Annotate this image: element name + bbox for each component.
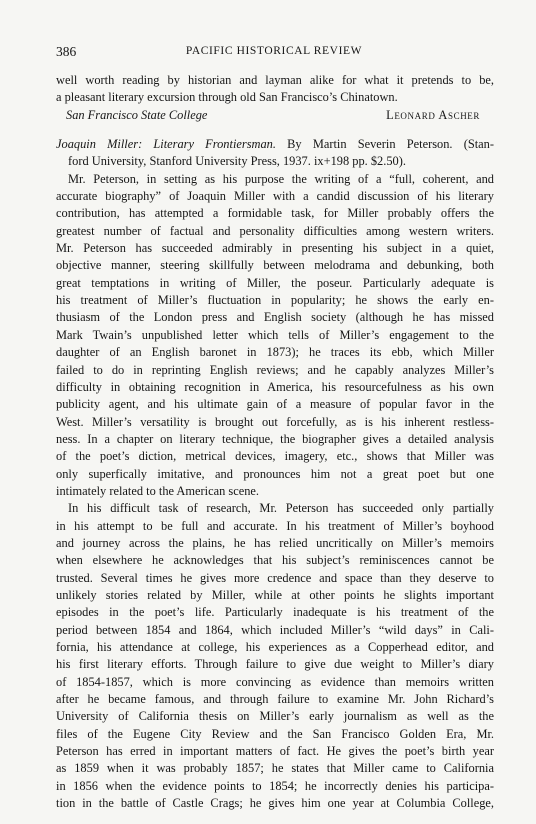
text-line: failed to do in reprinting English reviews; and he capably analyzes Miller’s (56, 362, 494, 377)
text-line: after he became famous, and through failure to examine Mr. John Richard’s (56, 692, 494, 707)
text-line: well worth reading by historian and layman alike for what it pretends to be, (56, 73, 494, 87)
text-line: contribution, has attempted a formidable task, for Miller probably offers the (56, 206, 494, 221)
text-line: tion in the battle of Castle Crags; he gives him one year at Columbia College, (56, 796, 494, 811)
text-line: a pleasant literary excursion through old San Francisco’s Chinatown. (56, 90, 398, 105)
page-number: 386 (56, 44, 77, 59)
text-line: and journey across the plains, he has relied uncritically on Miller’s memoirs (56, 535, 494, 550)
text-line: great temptations in writing of Miller, the poseur. Particularly adequate is (56, 275, 494, 290)
text-line: as 1859 when it was probably 1857; he states that Miller came to California (56, 761, 494, 776)
text-line: difficulty in obtaining recognition in America, his resourcefulness as his own (56, 379, 494, 394)
text-line: files of the Eugene City Review and the San Francisco Golden Era, Mr. (56, 726, 494, 741)
text-line: of the poet’s diction, metrical devices, imagery, etc., shows that Miller was (56, 449, 494, 464)
book-title: Joaquin Miller: Literary Frontiersman. (56, 137, 276, 152)
reviewer-name: Leonard Ascher (386, 107, 480, 122)
text-line: Peterson has erred in important matters of fact. He gives the poet’s birth year (56, 744, 494, 759)
text-line: in his attempt to be full and accurate. In his treatment of Miller’s boyhood (56, 518, 494, 533)
text-line: of 1854-1857, which is more convincing as evidence than memoirs written (56, 674, 494, 689)
running-head (56, 44, 492, 64)
text-line: Mr. Peterson has succeeded admirably in presenting his subject in a quiet, (56, 241, 494, 256)
text-line: period between 1854 and 1864, which included Miller’s “wild days” in Cali- (56, 622, 494, 637)
text-line: fornia, his attendance at college, his experiences as a Copperhead editor, and (56, 640, 494, 654)
book-citation-line: Joaquin Miller: Literary Frontiersman. By Martin Severin Peterson. (Stan- (56, 137, 494, 152)
text-line: accurate biography” of Joaquin Miller with a candid discussion of his literary (56, 189, 494, 204)
page-body (56, 72, 494, 812)
text-line: Mr. Peterson, in setting as his purpose the writing of a “full, coherent, and (68, 171, 494, 186)
book-citation-line: ford University, Stanford University Press, 1937. ix+198 pp. $2.50). (68, 154, 406, 169)
text-line: his first literary efforts. Through failure to give due weight to Miller’s diary (56, 657, 494, 672)
text-line: greatest number of factual and personality difficulties among western writers. (56, 223, 494, 238)
text-line: ness. In a chapter on literary technique, the biographer gives a detailed analysis (56, 431, 494, 446)
text-line: intimately related to the American scene. (56, 483, 259, 498)
text-line: episodes in the poet’s life. Particularly inadequate is his treatment of the (56, 605, 494, 620)
text-line: Mark Twain’s unpublished letter which tells of Miller’s engagement to the (56, 327, 494, 342)
text-line: publicity agent, and his ultimate gain of a measure of popular favor in the (56, 397, 494, 412)
text-line: trusted. Several times he gives more credence and space than they deserve to (56, 570, 494, 585)
reviewer-signature (66, 107, 494, 124)
text-line: In his difficult task of research, Mr. Peterson has succeeded only partially (68, 501, 494, 516)
text-line: his treatment of Miller’s fluctuation in popularity; he shows the early en- (56, 293, 494, 308)
text-line: thusiasm of the London press and English society (although he has missed (56, 310, 494, 325)
text-line: objective manner, steering skillfully between melodrama and debunking, both (56, 258, 494, 273)
text-line: daughter of an English baronet in 1873); he traces its ebb, which Miller (56, 345, 494, 360)
text-line: unlikely stories related by Miller, while at other points he slights important (56, 587, 494, 602)
reviewer-institution: San Francisco State College (66, 107, 208, 122)
text-line: West. Miller’s versatility is brought out forcefully, as is his inherent restless- (56, 414, 494, 429)
text-line: University of California thesis on Miller’s early journalism as well as the (56, 709, 494, 724)
journal-title: PACIFIC HISTORICAL REVIEW (185, 45, 363, 57)
text-line: when elsewhere he acknowledges that his subject’s reminiscences cannot be (56, 553, 494, 568)
text-line: only superfically imitative, and pronounces him not a great poet but one (56, 466, 494, 481)
text-line: in 1856 when the evidence points to 1854; he incorrectly denies his participa- (56, 778, 494, 793)
